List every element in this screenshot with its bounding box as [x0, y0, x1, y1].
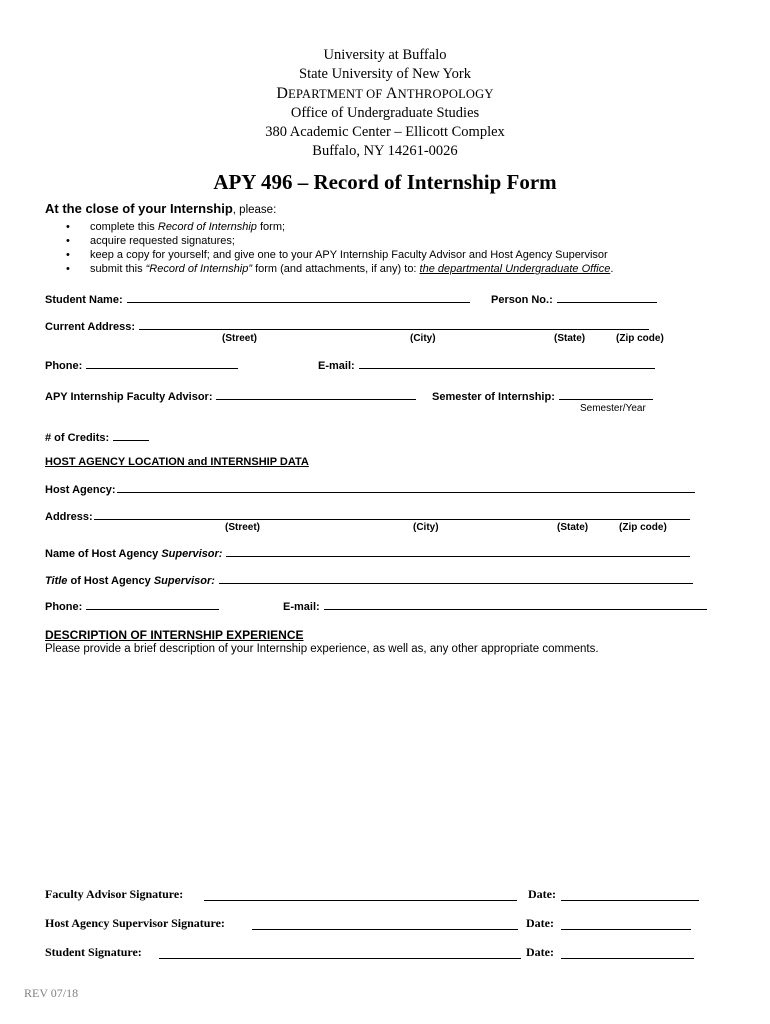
- email-row: [318, 358, 655, 372]
- credits-field[interactable]: [113, 430, 149, 441]
- credits-label: # of Credits:: [45, 432, 110, 444]
- semester-year-caption: Semester/Year: [580, 403, 646, 414]
- host-email-field[interactable]: [324, 599, 707, 610]
- description-textarea[interactable]: [45, 664, 725, 874]
- list-item: • complete this Record of Internship form;: [64, 220, 613, 234]
- host-state-caption: (State): [557, 522, 589, 533]
- phone-row: [45, 358, 238, 372]
- host-signature-field[interactable]: [252, 929, 518, 930]
- faculty-signature-label: Faculty Advisor Signature:: [45, 887, 184, 901]
- host-email-row: [283, 599, 707, 613]
- state-caption: (State): [554, 333, 586, 344]
- advisor-field[interactable]: [216, 389, 416, 400]
- host-date-label: Date:: [526, 916, 554, 930]
- list-item: • keep a copy for yourself; and give one to your APY Internship Faculty Advisor and Host Agency Supervisor: [64, 248, 613, 262]
- host-date-field[interactable]: [561, 929, 691, 930]
- semester-field[interactable]: [559, 389, 653, 400]
- student-name-field[interactable]: [127, 292, 470, 303]
- host-agency-row: [45, 482, 695, 496]
- host-phone-label: Phone:: [45, 601, 83, 613]
- zip-caption: (Zip code): [616, 333, 664, 344]
- student-name-row: [45, 292, 470, 306]
- state-university-name: State University of New York: [299, 66, 471, 82]
- office-name: Office of Undergraduate Studies: [290, 105, 480, 121]
- host-city-caption: (City): [413, 522, 439, 533]
- host-agency-label: Host Agency:: [45, 484, 116, 496]
- undergraduate-office-link[interactable]: the departmental Undergraduate Office: [419, 263, 611, 275]
- faculty-signature-field[interactable]: [204, 900, 517, 901]
- list-item: • acquire requested signatures;: [64, 234, 613, 248]
- host-email-label: E-mail:: [283, 601, 320, 613]
- email-label: E-mail:: [318, 360, 355, 372]
- city-caption: (City): [410, 333, 436, 344]
- semester-label: Semester of Internship:: [432, 391, 555, 403]
- host-address-label: Address:: [45, 511, 93, 523]
- supervisor-name-label: Name of Host Agency Supervisor:: [45, 548, 223, 560]
- student-signature-label: Student Signature:: [45, 945, 142, 959]
- revision-label: REV 07/18: [24, 986, 79, 1000]
- supervisor-title-row: [45, 573, 693, 587]
- description-heading: DESCRIPTION OF INTERNSHIP EXPERIENCE: [45, 628, 304, 642]
- form-title: APY 496 – Record of Internship Form: [213, 170, 557, 194]
- supervisor-name-row: [45, 546, 690, 560]
- person-no-label: Person No.:: [491, 294, 553, 306]
- supervisor-title-field[interactable]: [219, 573, 693, 584]
- host-agency-field[interactable]: [117, 482, 695, 493]
- host-signature-label: Host Agency Supervisor Signature:: [45, 916, 225, 930]
- supervisor-title-label: Title of Host Agency Supervisor:: [45, 575, 215, 587]
- credits-row: [45, 430, 149, 444]
- instruction-list: [64, 220, 613, 276]
- host-phone-row: [45, 599, 219, 613]
- student-signature-field[interactable]: [159, 958, 521, 959]
- description-instructions: Please provide a brief description of your Internship experience, as well as, any other appropriate comments.: [45, 643, 599, 655]
- student-date-field[interactable]: [561, 958, 694, 959]
- person-no-field[interactable]: [557, 292, 657, 303]
- host-zip-caption: (Zip code): [619, 522, 667, 533]
- current-address-field[interactable]: [139, 319, 649, 330]
- faculty-date-field[interactable]: [561, 900, 699, 901]
- department-name: DEPARTMENT OF ANTHROPOLOGY: [276, 85, 494, 102]
- student-date-label: Date:: [526, 945, 554, 959]
- host-agency-heading: HOST AGENCY LOCATION and INTERNSHIP DATA: [45, 456, 309, 468]
- phone-label: Phone:: [45, 360, 83, 372]
- current-address-label: Current Address:: [45, 321, 136, 333]
- street-caption: (Street): [222, 333, 258, 344]
- host-address-field[interactable]: [94, 509, 690, 520]
- intro-text: At the close of your Internship, please:: [45, 201, 277, 216]
- host-phone-field[interactable]: [86, 599, 219, 610]
- student-name-label: Student Name:: [45, 294, 123, 306]
- host-address-row: [45, 509, 690, 523]
- advisor-label: APY Internship Faculty Advisor:: [45, 391, 213, 403]
- email-field[interactable]: [359, 358, 655, 369]
- city-address: Buffalo, NY 14261-0026: [312, 143, 458, 159]
- supervisor-name-field[interactable]: [226, 546, 690, 557]
- university-name: University at Buffalo: [323, 47, 447, 63]
- host-street-caption: (Street): [225, 522, 261, 533]
- current-address-row: [45, 319, 649, 333]
- semester-row: [432, 389, 653, 403]
- advisor-row: [45, 389, 416, 403]
- institution-header: [0, 46, 770, 161]
- faculty-date-label: Date:: [528, 887, 556, 901]
- person-no-row: [491, 292, 657, 306]
- street-address: 380 Academic Center – Ellicott Complex: [265, 124, 505, 140]
- phone-field[interactable]: [86, 358, 238, 369]
- list-item: • submit this “Record of Internship” form (and attachments, if any) to: the departmental Undergraduate Office.: [64, 262, 613, 276]
